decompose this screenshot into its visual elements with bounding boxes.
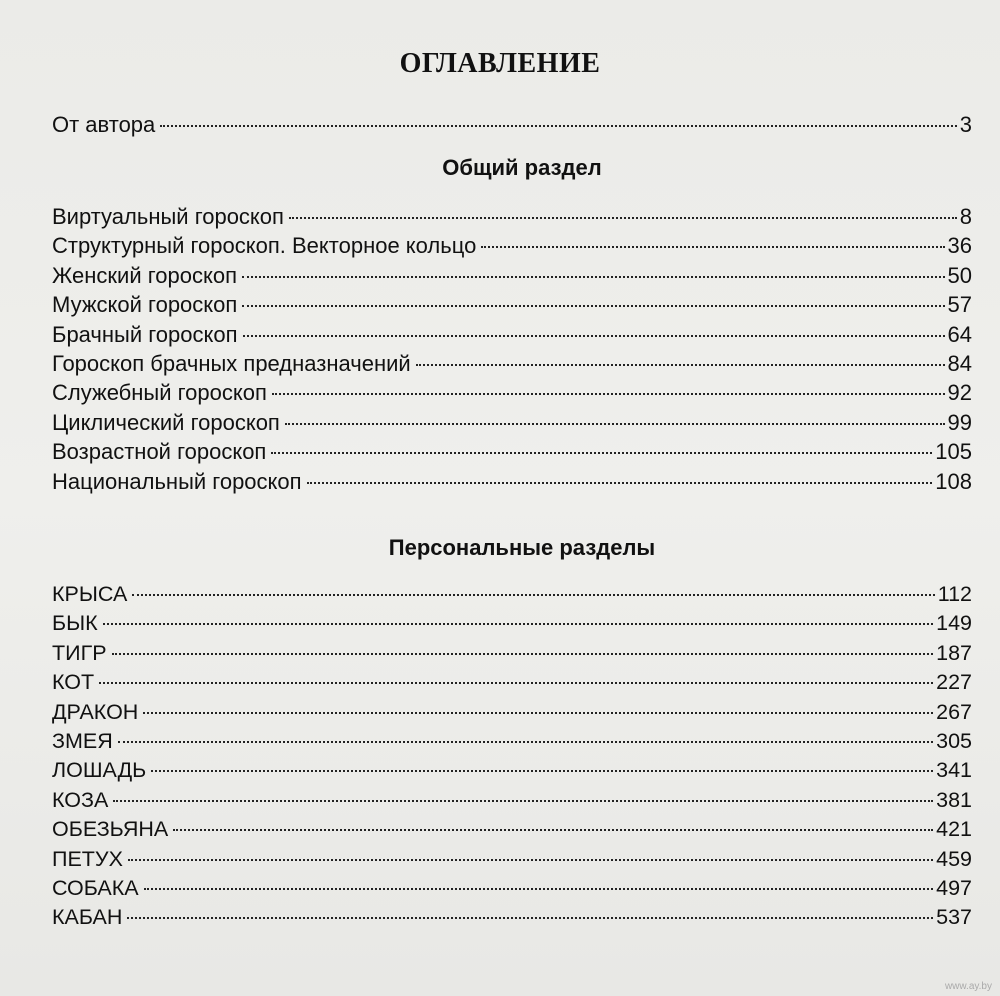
dot-leader [103,623,933,625]
toc-label: ДРАКОН [52,699,139,724]
toc-page-number: 3 [959,112,972,137]
toc-label: Мужской гороскоп [52,292,238,318]
dot-leader [112,653,934,655]
toc-page-number: 8 [959,204,972,229]
toc-page-number: 64 [947,321,972,347]
toc-row [52,408,972,437]
toc-page-number: 36 [947,233,972,259]
toc-page-number: 84 [947,350,972,376]
toc-label: ЗМЕЯ [52,728,113,753]
personal-section-list [52,580,972,933]
toc-row [52,786,972,815]
toc-label: КРЫСА [52,582,128,606]
toc-page-number: 421 [936,817,972,842]
toc-page-number: 112 [937,582,972,606]
toc-label: Служебный гороскоп [52,380,267,406]
toc-row [52,349,972,378]
toc-row [52,698,972,727]
toc-page-number: 57 [947,292,972,318]
toc-page-number: 187 [936,640,972,665]
dot-leader [285,423,945,425]
toc-row [52,320,972,349]
dot-leader [132,594,934,596]
toc-label: КОЗА [52,787,109,812]
toc-row [52,378,972,407]
toc-page-number: 105 [935,439,972,465]
dot-leader [99,682,933,684]
dot-leader [160,125,956,127]
intro-entry [52,110,972,139]
dot-leader [118,741,933,743]
toc-page-number: 537 [936,905,972,930]
page-title: ОГЛАВЛЕНИЕ [399,48,601,79]
toc-label: ЛОШАДЬ [52,758,147,783]
watermark: www.ay.by [944,981,992,992]
toc-row [52,467,972,496]
dot-leader [481,246,944,248]
dot-leader [128,859,933,861]
toc-row [52,639,972,668]
dot-leader [271,452,932,454]
toc-row [52,261,972,290]
dot-leader [143,712,933,714]
toc-page-number: 341 [936,758,972,783]
general-section-list [52,202,972,496]
dot-leader [127,917,933,919]
toc-page-number: 50 [947,262,972,288]
toc-row [52,110,972,139]
toc-label: СОБАКА [52,875,139,900]
dot-leader [243,335,945,337]
toc-label: Возрастной гороскоп [52,439,267,465]
dot-leader [151,770,933,772]
dot-leader [272,393,945,395]
dot-leader [242,276,945,278]
toc-row [52,903,972,932]
toc-page-number: 108 [935,468,972,494]
toc-label: Структурный гороскоп. Векторное кольцо [52,233,477,259]
dot-leader [242,305,944,307]
toc-label: Брачный гороскоп [52,321,238,347]
toc-row [52,231,972,260]
toc-page-number: 99 [947,409,972,435]
toc-label: Национальный гороскоп [52,468,302,494]
toc-row [52,580,972,609]
toc-label: КАБАН [52,905,123,930]
toc-page-number: 267 [936,699,972,724]
toc-label: Гороскоп брачных предназначений [52,350,411,376]
toc-row [52,727,972,756]
toc-row [52,668,972,697]
toc-row [52,202,972,231]
toc-row [52,756,972,785]
toc-page-number: 459 [936,846,972,871]
toc-row [52,609,972,638]
toc-page-number: 497 [936,875,972,900]
toc-label: ТИГР [52,640,107,665]
section-heading-general: Общий раздел [442,155,602,180]
dot-leader [144,888,934,890]
toc-label: БЫК [52,611,98,636]
dot-leader [416,364,945,366]
toc-label: Женский гороскоп [52,262,238,288]
dot-leader [289,217,957,219]
toc-page-number: 92 [947,380,972,406]
toc-label: ПЕТУХ [52,846,123,871]
dot-leader [173,829,933,831]
toc-row [52,815,972,844]
toc-label: Циклический гороскоп [52,409,280,435]
dot-leader [113,800,933,802]
toc-page-number: 227 [936,670,972,695]
toc-row [52,845,972,874]
toc-page-number: 305 [936,728,972,753]
toc-page-number: 149 [936,611,972,636]
section-heading-personal: Персональные разделы [388,535,656,560]
toc-label: ОБЕЗЬЯНА [52,817,169,842]
toc-row [52,874,972,903]
toc-label: Виртуальный гороскоп [52,204,284,229]
toc-label: КОТ [52,670,95,695]
dot-leader [307,482,933,484]
toc-page-number: 381 [936,787,972,812]
toc-row [52,437,972,466]
toc-row [52,290,972,319]
toc-label: От автора [52,112,156,137]
